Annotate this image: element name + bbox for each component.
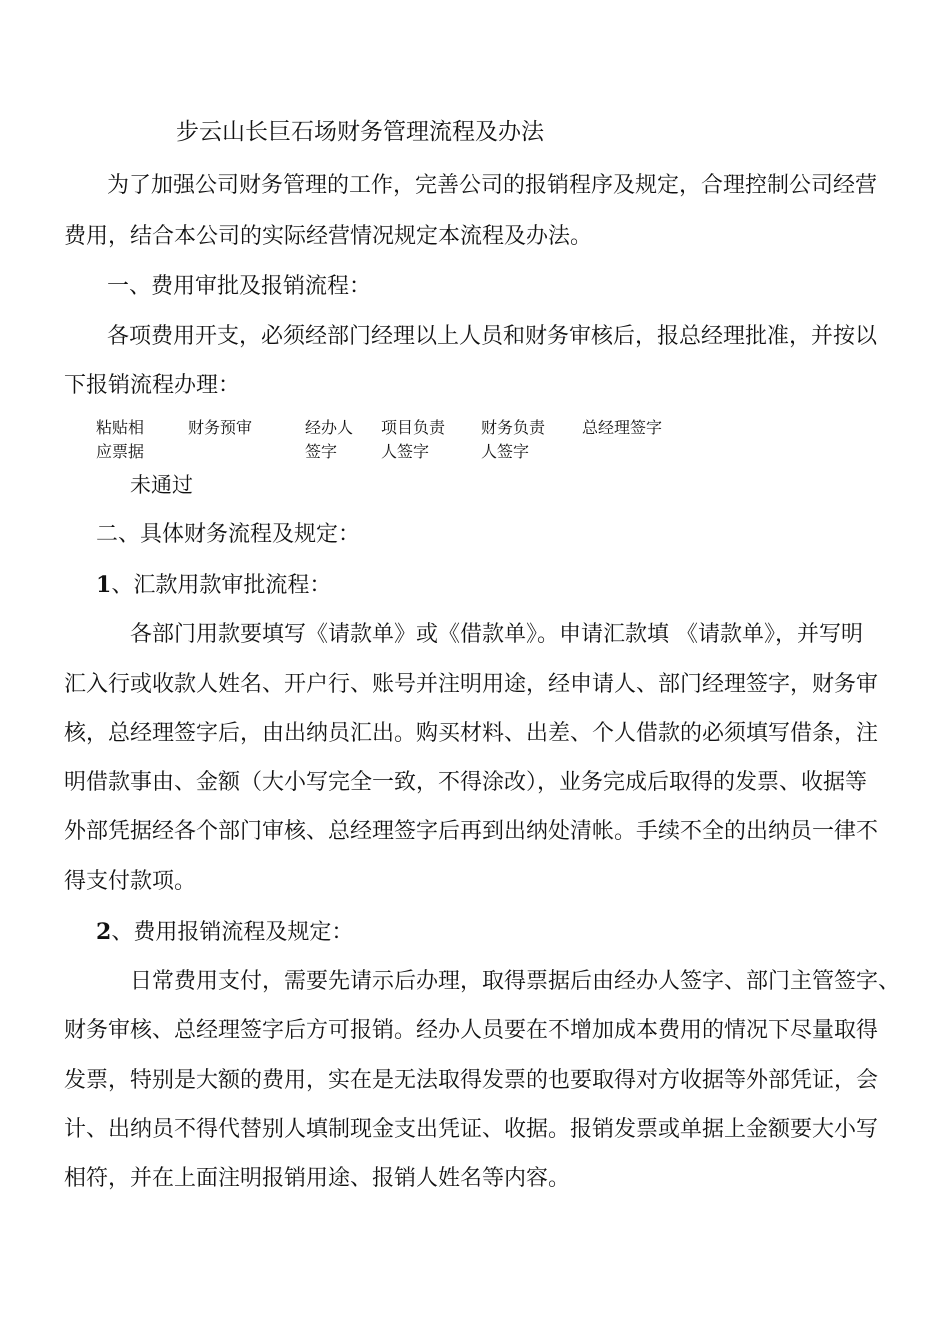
intro-line-2: 费用，结合本公司的实际经营情况规定本流程及办法。 xyxy=(64,224,593,249)
flow-step-finance-lead-sign: 财务负责 人签字 xyxy=(481,418,546,461)
sub2-number: 2 xyxy=(96,919,112,945)
sub2-body-line-4: 计、出纳员不得代替别人填制现金支出凭证、收据。报销发票或单据上金额要大小写 xyxy=(64,1117,879,1142)
sub2-body-line-3: 发票，特别是大额的费用，实在是无法取得发票的也要取得对方收据等外部凭证，会 xyxy=(64,1068,879,1093)
section1-body-line-1: 各项费用开支，必须经部门经理以上人员和财务审核后，报总经理批准，并按以 xyxy=(107,324,878,349)
flow-step-handler-sign: 经办人 签字 xyxy=(305,418,354,461)
section1-heading: 一、费用审批及报销流程： xyxy=(107,274,372,299)
sub1-body-line-4: 明借款事由、金额（大小写完全一致，不得涂改），业务完成后取得的发票、收据等 xyxy=(64,770,868,795)
sub1-body-line-3: 核，总经理签字后，由出纳员汇出。购买材料、出差、个人借款的必须填写借条，注 xyxy=(64,721,879,746)
sub1-body-line-6: 得支付款项。 xyxy=(64,869,197,894)
flow-step-project-lead-sign: 项目负责 人签字 xyxy=(381,418,446,461)
sub2-heading-text: 、费用报销流程及规定： xyxy=(111,920,354,945)
section1-body-line-2: 下报销流程办理： xyxy=(64,373,241,398)
flow-step-gm-sign: 总经理签字 xyxy=(582,418,663,437)
sub1-heading-text: 、汇款用款审批流程： xyxy=(111,573,332,598)
sub1-number: 1 xyxy=(96,572,112,598)
section2-heading: 二、具体财务流程及规定： xyxy=(96,522,361,547)
flow-step-finance-precheck: 财务预审 xyxy=(188,418,253,437)
page-title: 步云山长巨石场财务管理流程及办法 xyxy=(176,119,544,145)
sub1-body-line-2: 汇入行或收款人姓名、开户行、账号并注明用途，经申请人、部门经理签字，财务审 xyxy=(64,672,879,697)
intro-line-1: 为了加强公司财务管理的工作，完善公司的报销程序及规定，合理控制公司经营 xyxy=(107,173,878,198)
sub1-body-line-5: 外部凭据经各个部门审核、总经理签字后再到出纳处清帐。手续不全的出纳员一律不 xyxy=(64,819,879,844)
flow-step-paste-receipts: 粘贴相 应票据 xyxy=(96,418,145,461)
sub2-heading xyxy=(96,917,353,948)
sub2-body-line-5: 相符，并在上面注明报销用途、报销人姓名等内容。 xyxy=(64,1166,571,1191)
sub1-body-line-1: 各部门用款要填写《请款单》或《借款单》。申请汇款填 《请款单》，并写明 xyxy=(130,622,863,647)
flow-fail-label: 未通过 xyxy=(130,473,193,497)
sub2-body-line-2: 财务审核、总经理签字后方可报销。经办人员要在不增加成本费用的情况下尽量取得 xyxy=(64,1018,879,1043)
sub2-body-line-1: 日常费用支付，需要先请示后办理，取得票据后由经办人签字、部门主管签字、 xyxy=(130,969,901,994)
sub1-heading xyxy=(96,570,331,601)
